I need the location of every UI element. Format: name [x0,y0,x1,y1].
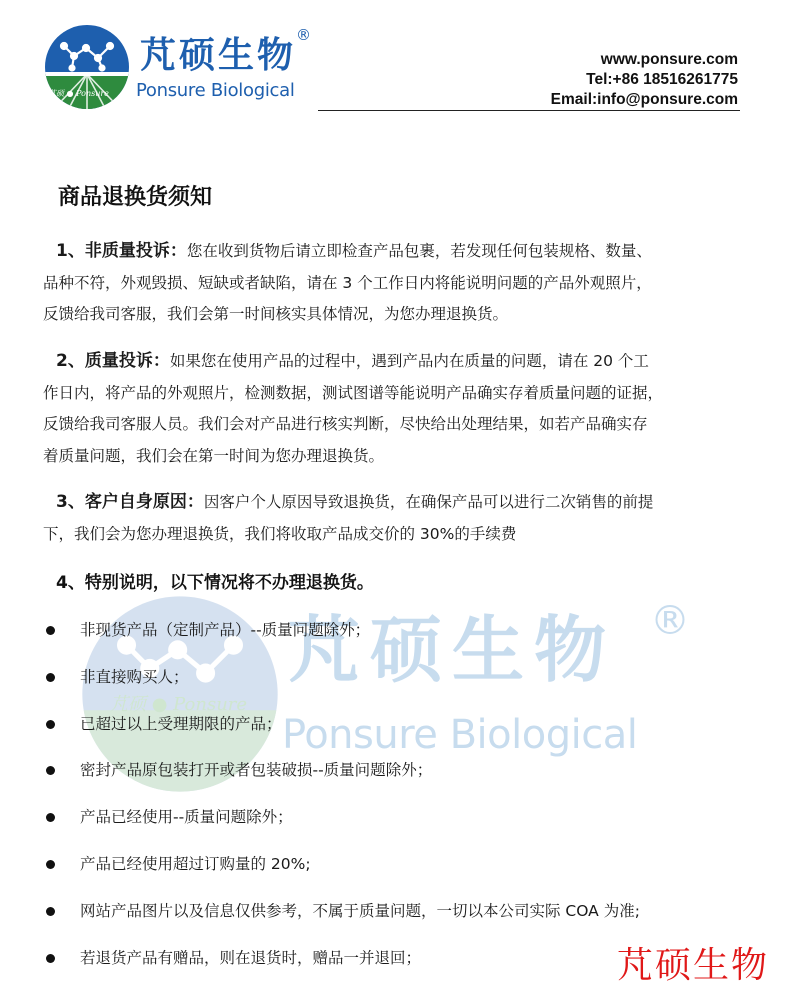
section-line: 着质量问题，我们会在第一时间为您办理退换货。 [43,446,385,465]
bullet-icon [46,766,55,775]
list-item-text: 密封产品原包装打开或者包装破损--质量问题除外； [80,761,433,780]
bullet-icon [46,673,55,682]
watermark-registered-mark: ® [650,598,690,644]
list-item [44,896,744,943]
list-item [44,802,744,849]
watermark-name-en: Ponsure Biological [282,712,638,758]
watermark-name-cn: 芃硕生物 [288,608,617,692]
section-line: 因客户个人原因导致退换货，在确保产品可以进行二次销售的前提 [203,493,654,511]
page-title: 商品退换货须知 [58,185,213,210]
bullet-icon [46,860,55,869]
company-logo [44,24,314,114]
phone-number: Tel:+86 18516261775 [586,71,738,88]
section-line: 下，我们会为您办理退换货，我们将收取产品成交价的 30%的手续费 [43,524,517,543]
bullet-icon [46,813,55,822]
section-line: 您在收到货物后请立即检查产品包裹，若发现任何包装规格、数量、 [186,242,652,260]
section-line: 反馈给我司客服，我们会第一时间核实具体情况，为您办理退换货。 [43,305,509,323]
section-line: 品种不符，外观毁损、短缺或者缺陷，请在 3 个工作日内将能说明问题的产品外观照片， [43,273,652,292]
list-item-text: 产品已经使用超过订购量的 20%; [80,854,311,873]
section-lead: 3、客户自身原因： [56,492,204,512]
section-customer-reason [43,487,753,550]
list-item-text: 若退货产品有赠品，则在退货时，赠品一并退回； [80,948,422,967]
header-divider [318,110,740,111]
section-lead: 1、非质量投诉： [56,241,187,261]
watermark-small-text: 芃硕 ● Ponsure [110,694,248,715]
list-item [44,662,744,709]
section-line: 如果您在使用产品的过程中，遇到产品内在质量的问题，请在 20 个工 [169,352,649,370]
special-notes-heading: 4、特别说明，以下情况将不办理退换货。 [56,573,374,593]
list-item-text: 非现货产品（定制产品）--质量问题除外； [80,621,371,639]
website-link[interactable]: www.ponsure.com [600,51,738,68]
registered-mark: ® [296,26,311,44]
exclusion-list [44,615,744,989]
logo-name-cn: 芃硕生物 [140,35,297,76]
logo-name-en: Ponsure Biological [136,80,295,101]
list-item-text: 已超过以上受理期限的产品； [80,714,282,733]
list-item-text: 非直接购买人； [80,667,189,686]
bullet-icon [46,954,55,963]
section-lead: 2、质量投诉： [56,351,170,371]
list-item [44,615,744,662]
list-item-text: 产品已经使用--质量问题除外； [80,808,293,827]
logo-small-text: 芃硕 ● Ponsure [48,89,109,98]
section-non-quality-complaint [43,236,753,331]
company-stamp: 芃硕生物 [617,945,770,986]
list-item [44,849,744,896]
section-quality-complaint [43,346,753,472]
section-line: 反馈给我司客服人员。我们会对产品进行核实判断，尽快给出处理结果，如若产品确实存 [43,415,648,433]
list-item-text: 网站产品图片以及信息仅供参考，不属于质量问题，一切以本公司实际 COA 为准; [80,901,640,920]
contact-block [551,50,738,110]
email-link[interactable]: Email:info@ponsure.com [550,91,738,108]
list-item [44,755,744,802]
section-line: 作日内，将产品的外观照片，检测数据，测试图谱等能说明产品确实存着质量问题的证据， [43,383,664,402]
bullet-icon [46,626,55,635]
bullet-icon [46,907,55,916]
list-item [44,709,744,756]
bullet-icon [46,720,55,729]
